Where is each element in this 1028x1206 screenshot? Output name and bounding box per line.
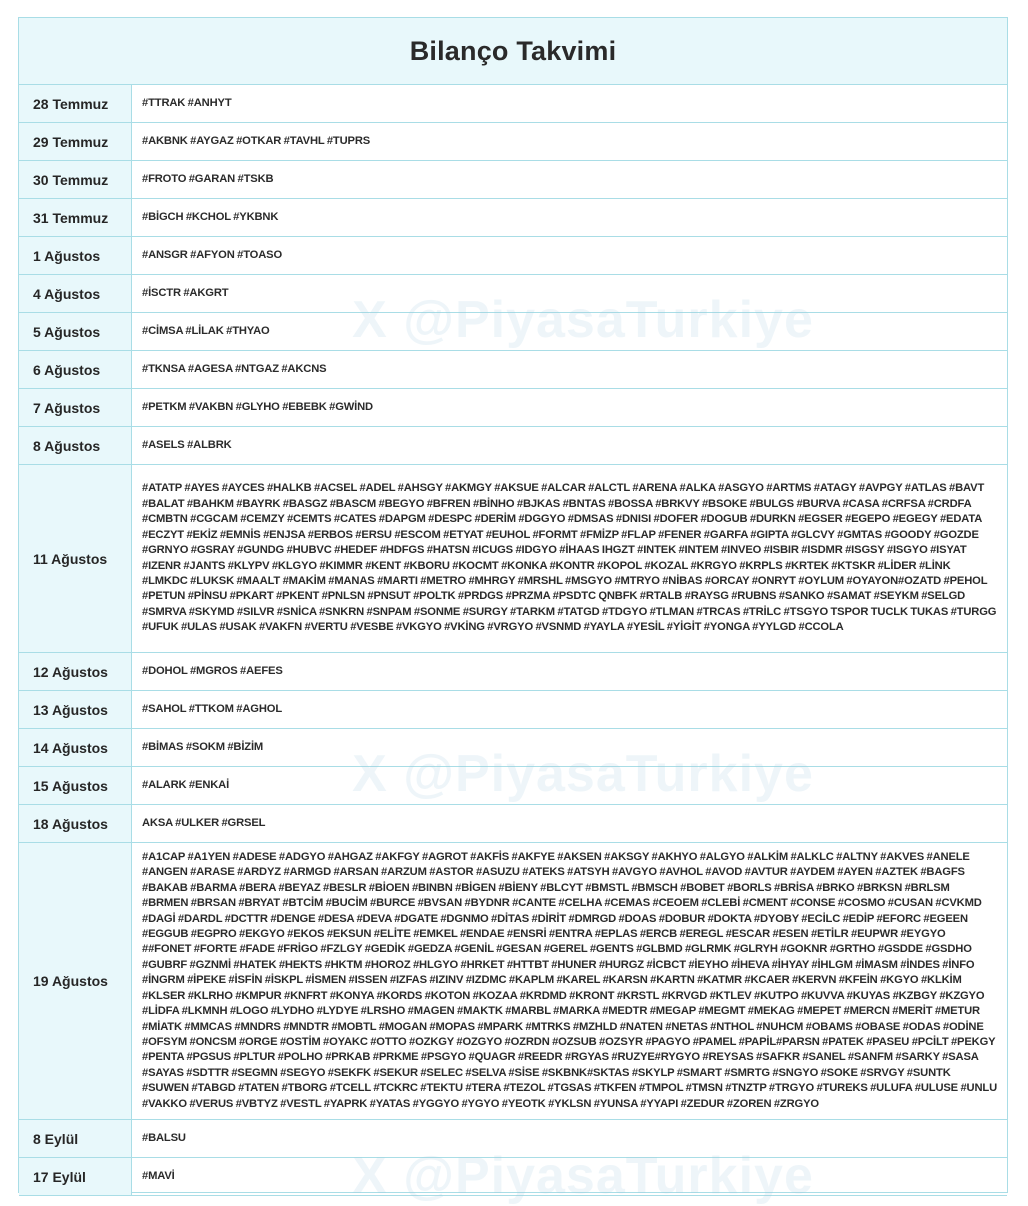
row-date: 12 Ağustos: [19, 653, 132, 690]
row-date: 8 Ağustos: [19, 427, 132, 464]
row-date: 28 Temmuz: [19, 85, 132, 122]
row-date: 18 Ağustos: [19, 805, 132, 842]
row-date: 30 Temmuz: [19, 161, 132, 198]
row-tickers: #ANSGR #AFYON #TOASO: [142, 248, 283, 261]
watermark: X @PiyasaTurkiye: [352, 291, 814, 349]
row-tickers: #TKNSA #AGESA #NTGAZ #AKCNS: [142, 362, 327, 375]
watermark: X @PiyasaTurkiye: [352, 745, 814, 803]
row-date: 1 Ağustos: [19, 237, 132, 274]
table-row: [19, 1120, 1007, 1158]
row-tickers: #ALARK #ENKAİ: [142, 778, 230, 791]
table-row: [19, 465, 1007, 653]
table-row: [19, 199, 1007, 237]
watermark: X @PiyasaTurkiye: [352, 1147, 814, 1205]
table-row: [19, 275, 1007, 313]
table-row: [19, 653, 1007, 691]
row-tickers: #CİMSA #LİLAK #THYAO: [142, 324, 270, 337]
table-row: [19, 1158, 1007, 1196]
row-date: 4 Ağustos: [19, 275, 132, 312]
row-tickers: #MAVİ: [142, 1169, 175, 1182]
table-row: [19, 85, 1007, 123]
table-row: [19, 767, 1007, 805]
row-tickers: #İSCTR #AKGRT: [142, 286, 229, 299]
earnings-calendar-table: [18, 17, 1008, 1205]
row-tickers: #DOHOL #MGROS #AEFES: [142, 664, 283, 677]
table-row: [19, 389, 1007, 427]
table-row: [19, 237, 1007, 275]
row-date: 11 Ağustos: [19, 465, 132, 652]
row-date: 19 Ağustos: [19, 843, 132, 1119]
row-tickers: #FROTO #GARAN #TSKB: [142, 172, 274, 185]
table-row: [19, 691, 1007, 729]
row-date: 15 Ağustos: [19, 767, 132, 804]
row-tickers: #SAHOL #TTKOM #AGHOL: [142, 702, 283, 715]
row-date: 31 Temmuz: [19, 199, 132, 236]
row-tickers: #ATATP #AYES #AYCES #HALKB #ACSEL #ADEL #AHSGY #AKMGY #AKSUE #ALCAR #ALCTL #ARENA #ALKA #ASGYO #ARTMS #ATAGY #AVPGY #ATLAS #BAVT #BALAT #BAHKM #BAYRK #BASGZ #BASCM #BEGYO #BFREN #BİNHO #BJKAS #BNTAS #BOSSA #BRKVY #BSOKE #BULGS #BURVA #CASA #CRFSA #CRDFA #CMBTN #CGCAM #CEMZY #CEMTS #CATES #DAPGM #DESPC #DERİM #DGGYO #DMSAS #DNISI #DOFER #DOGUB #DURKN #EGSER #EGEPO #EGEGY #EDATA #ECZYT #EKİZ #EMNİS #ENJSA #ERBOS #ERSU #ESCOM #ETYAT #EUHOL #FORMT #FMİZP #FLAP #FENER #GARFA #GIPTA #GLCVY #GMTAS #GOODY #GOZDE #GRNYO #GSRAY #GUNDG #HUBVC #HEDEF #HDFGS #HATSN #ICUGS #IDGYO #İHAAS IHGZT #INTEK #INTEM #INVEO #ISBIR #ISDMR #ISGSY #ISGYO #ISYAT #IZENR #JANTS #KLYPV #KLGYO #KIMMR #KENT #KBORU #KOCMT #KONKA #KONTR #KOPOL #KOZAL #KRGYO #KRPLS #KRTEK #KTSKR #LİDER #LİNK #LMKDC #LUKSK #MAALT #MAKİM #MANAS #MARTI #METRO #MHRGY #MRSHL #MSGYO #MTRYO #NİBAS #ORCAY #ONRYT #OYLUM #OYAYON#OZATD #PEHOL #PETUN #PİNSU #PKART #PKENT #PNLSN #PNSUT #POLTK #PRDGS #PRZMA #PSDTC QNBFK #RTALB #RAYSG #RUBNS #SANKO #SAMAT #SEYKM #SELGD #SMRVA #SKYMD #SILVR #SNİCA #SNKRN #SNPAM #SONME #SURGY #TARKM #TATGD #TDGYO #TLMAN #TRCAS #TRİLC #TSGYO TSPOR TUCLK TUKAS #TURGG #UFUK #ULAS #USAK #VAKFN #VERTU #VESBE #VKGYO #VKİNG #VRGYO #VSNMD #YAYLA #YESİL #YİGİT #YONGA #YYLGD #CCOLA: [142, 482, 997, 634]
table-row: [19, 805, 1007, 843]
row-tickers: AKSA #ULKER #GRSEL: [142, 816, 266, 829]
row-date: 7 Ağustos: [19, 389, 132, 426]
table-row: [19, 313, 1007, 351]
row-date: 8 Eylül: [19, 1120, 132, 1157]
table-row: [19, 843, 1007, 1120]
table-row: [19, 427, 1007, 465]
row-tickers: #BİGCH #KCHOL #YKBNK: [142, 210, 279, 223]
row-tickers: #PETKM #VAKBN #GLYHO #EBEBK #GWİND: [142, 400, 373, 413]
row-tickers: #BALSU: [142, 1131, 186, 1144]
row-tickers: #A1CAP #A1YEN #ADESE #ADGYO #AHGAZ #AKFGY #AGROT #AKFİS #AKFYE #AKSEN #AKSGY #AKHYO #ALGYO #ALKİM #ALKLC #ALTNY #AKVES #ANELE #ANGEN #ARASE #ARDYZ #ARMGD #ARSAN #ARZUM #ASTOR #ASUZU #ATEKS #ATSYH #AVGYO #AVHOL #AVOD #AVTUR #AYDEM #AYEN #AZTEK #BAGFS #BAKAB #BARMA #BERA #BEYAZ #BESLR #BİOEN #BINBN #BİGEN #BİENY #BLCYT #BMSTL #BMSCH #BOBET #BORLS #BRİSA #BRKO #BRKSN #BRLSM #BRMEN #BRSAN #BRYAT #BTCİM #BUCİM #BURCE #BVSAN #BYDNR #CANTE #CELHA #CEMAS #CEOEM #CLEBİ #CMENT #CONSE #COSMO #CUSAN #CVKMD #DAGİ #DARDL #DCTTR #DENGE #DESA #DEVA #DGATE #DGNMO #DİTAS #DİRİT #DMRGD #DOAS #DOBUR #DOKTA #DYOBY #ECİLC #EDİP #EFORC #EGEEN #EGGUB #EGPRO #EKGYO #EKOS #EKSUN #ELİTE #EMKEL #ENDAE #ENSRİ #ENTRA #EPLAS #ERCB #EREGL #ESCAR #ESEN #ETİLR #EUPWR #EYGYO ##FONET #FORTE #FADE #FRİGO #FZLGY #GEDİK #GEDZA #GENİL #GESAN #GEREL #GENTS #GLBMD #GLRMK #GLRYH #GOKNR #GRTHO #GSDDE #GSDHO #GUBRF #GZNMİ #HATEK #HEKTS #HKTM #HOROZ #HLGYO #HRKET #HTTBT #HUNER #HURGZ #İCBCT #İEYHO #İHEVA #İHYAY #İHLGM #İMASM #İNDES #İNFO #İNGRM #İPEKE #İSFİN #İSKPL #İSMEN #ISSEN #IZFAS #IZINV #IZDMC #KAPLM #KAREL #KARSN #KARTN #KATMR #KCAER #KERVN #KFEİN #KGYO #KLKİM #KLSER #KLRHO #KMPUR #KNFRT #KONYA #KORDS #KOTON #KOZAA #KRDMD #KRONT #KRSTL #KRVGD #KTLEV #KUTPO #KUVVA #KUYAS #KZBGY #KZGYO #LİDFA #LKMNH #LOGO #LYDHO #LYDYE #LRSHO #MAGEN #MAKTK #MARBL #MARKA #MEDTR #MEGAP #MEGMT #MEKAG #MEPET #MERCN #MERİT #METUR #MİATK #MMCAS #MNDRS #MNDTR #MOBTL #MOGAN #MOPAS #MPARK #MTRKS #MZHLD #NATEN #NETAS #NTHOL #NUHCM #OBAMS #OBASE #ODAS #ODİNE #OFSYM #ONCSM #ORGE #OSTİM #OYAKC #OTTO #OZKGY #OZGYO #OZRDN #OZSUB #OZSYR #PAGYO #PAMEL #PAPİL#PARSN #PATEK #PASEU #PCİLT #PEKGY #PENTA #PGSUS #PLTUR #POLHO #PRKAB #PRKME #PSGYO #QUAGR #REEDR #RGYAS #RUZYE#RYGYO #REYSAS #SAFKR #SANEL #SANFM #SARKY #SASA #SAYAS #SDTTR #SEGMN #SEGYO #SEKFK #SEKUR #SELEC #SELVA #SİSE #SKBNK#SKTAS #SKYLP #SMART #SMRTG #SNGYO #SOKE #SRVGY #SUNTK #SUWEN #TABGD #TATEN #TBORG #TCELL #TCKRC #TEKTU #TERA #TEZOL #TGSAS #TKFEN #TMPOL #TMSN #TNZTP #TRGYO #TUREKS #ULUFA #ULUSE #UNLU #VAKKO #VERUS #VBTYZ #VESTL #YAPRK #YATAS #YGGYO #YGYO #YEOTK #YKLSN #YUNSA #YYAPI #ZEDUR #ZOREN #ZRGYO: [142, 851, 997, 1110]
row-date: 14 Ağustos: [19, 729, 132, 766]
row-date: 17 Eylül: [19, 1158, 132, 1195]
row-tickers: #ASELS #ALBRK: [142, 438, 232, 451]
row-tickers: #AKBNK #AYGAZ #OTKAR #TAVHL #TUPRS: [142, 134, 371, 147]
row-tickers: #BİMAS #SOKM #BİZİM: [142, 740, 264, 753]
row-date: 5 Ağustos: [19, 313, 132, 350]
row-date: 29 Temmuz: [19, 123, 132, 160]
row-date: 13 Ağustos: [19, 691, 132, 728]
table-row: [19, 161, 1007, 199]
row-date: 6 Ağustos: [19, 351, 132, 388]
table-row: [19, 123, 1007, 161]
row-tickers: #TTRAK #ANHYT: [142, 96, 232, 109]
title-bar: [19, 18, 1007, 85]
table-row: [19, 351, 1007, 389]
page-title: Bilanço Takvimi: [409, 35, 617, 66]
table-row: [19, 729, 1007, 767]
